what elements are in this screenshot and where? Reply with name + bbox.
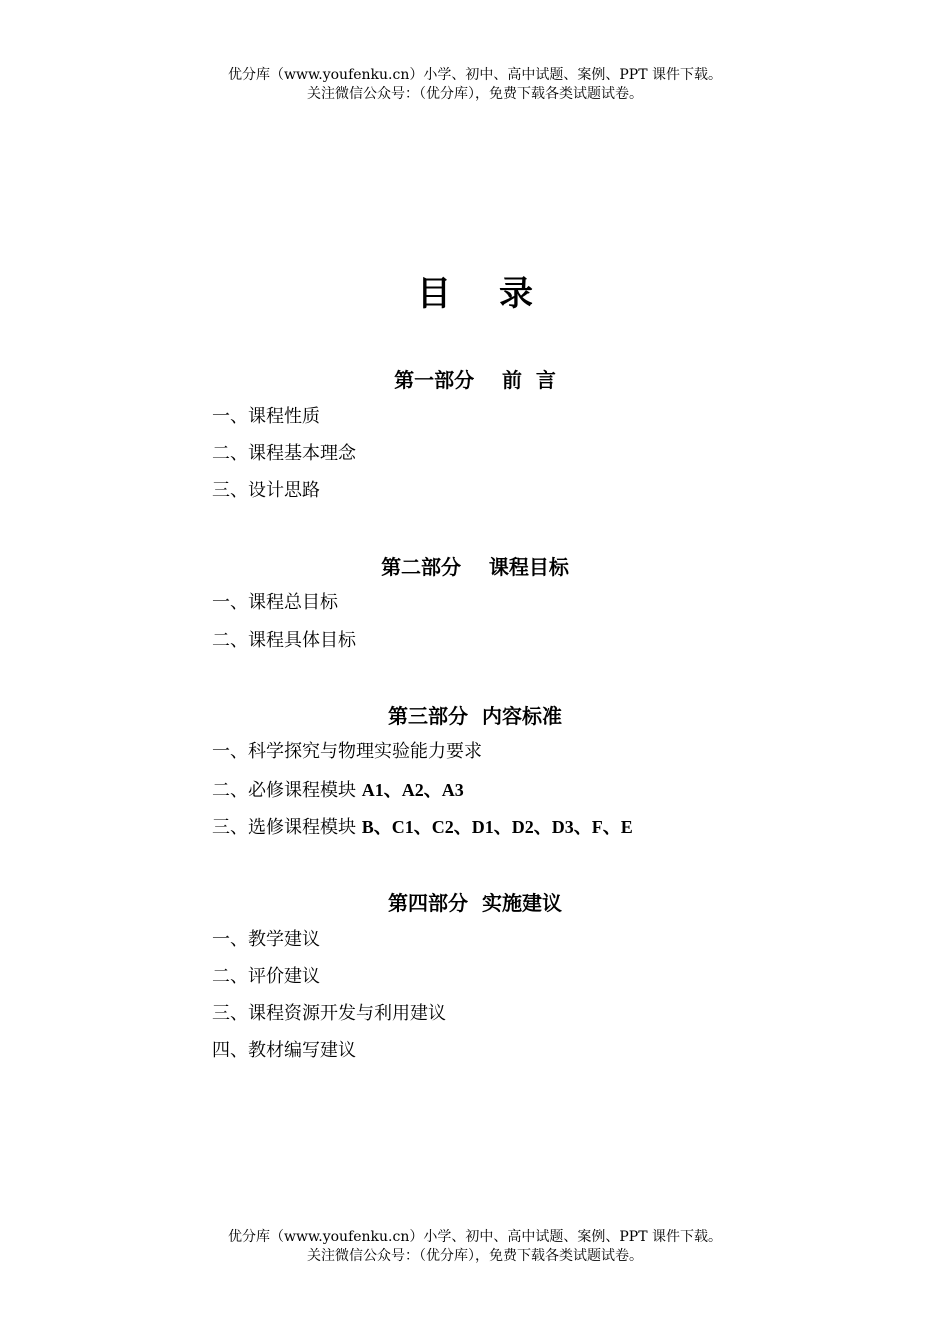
toc-item-prefix: 三、选修课程模块 [212,817,362,838]
section-heading-part-2: 第二部分 课程目标 [381,555,569,579]
section-heading-part-1: 第一部分 前 言 [394,368,556,392]
toc-item: 一、教学建议 [212,929,320,950]
footer-line-1: 优分库（www.youfenku.cn）小学、初中、高中试题、案例、PPT 课件下载。 [227,1229,722,1245]
toc-item: 一、科学探究与物理实验能力要求 [212,741,482,762]
toc-item: 一、课程总目标 [212,592,338,613]
toc-title: 目录 [417,274,581,314]
toc-item-prefix: 二、必修课程模块 [212,780,362,801]
module-codes: A1、A2、A3 [361,780,464,800]
toc-item: 三、课程资源开发与利用建议 [212,1003,446,1024]
toc-item [212,815,633,840]
toc-item: 二、课程具体目标 [212,630,356,651]
module-codes: B、C1、C2、D1、D2、D3、F、E [361,817,633,837]
footer-line-2: 关注微信公众号：（优分库），免费下载各类试题试卷。 [307,1248,643,1264]
toc-item: 二、课程基本理念 [212,443,356,464]
header-line-2: 关注微信公众号：（优分库），免费下载各类试题试卷。 [307,86,643,102]
toc-item: 二、评价建议 [212,966,320,987]
toc-item: 一、课程性质 [212,406,320,427]
section-heading-part-3: 第三部分 内容标准 [388,704,562,728]
toc-item: 三、设计思路 [212,480,320,501]
page-header [0,66,950,104]
header-line-1: 优分库（www.youfenku.cn）小学、初中、高中试题、案例、PPT 课件下载。 [227,67,722,83]
page-footer [0,1228,950,1266]
section-heading-part-4: 第四部分 实施建议 [388,891,562,915]
toc-item [212,778,464,803]
toc-item: 四、教材编写建议 [212,1040,356,1061]
